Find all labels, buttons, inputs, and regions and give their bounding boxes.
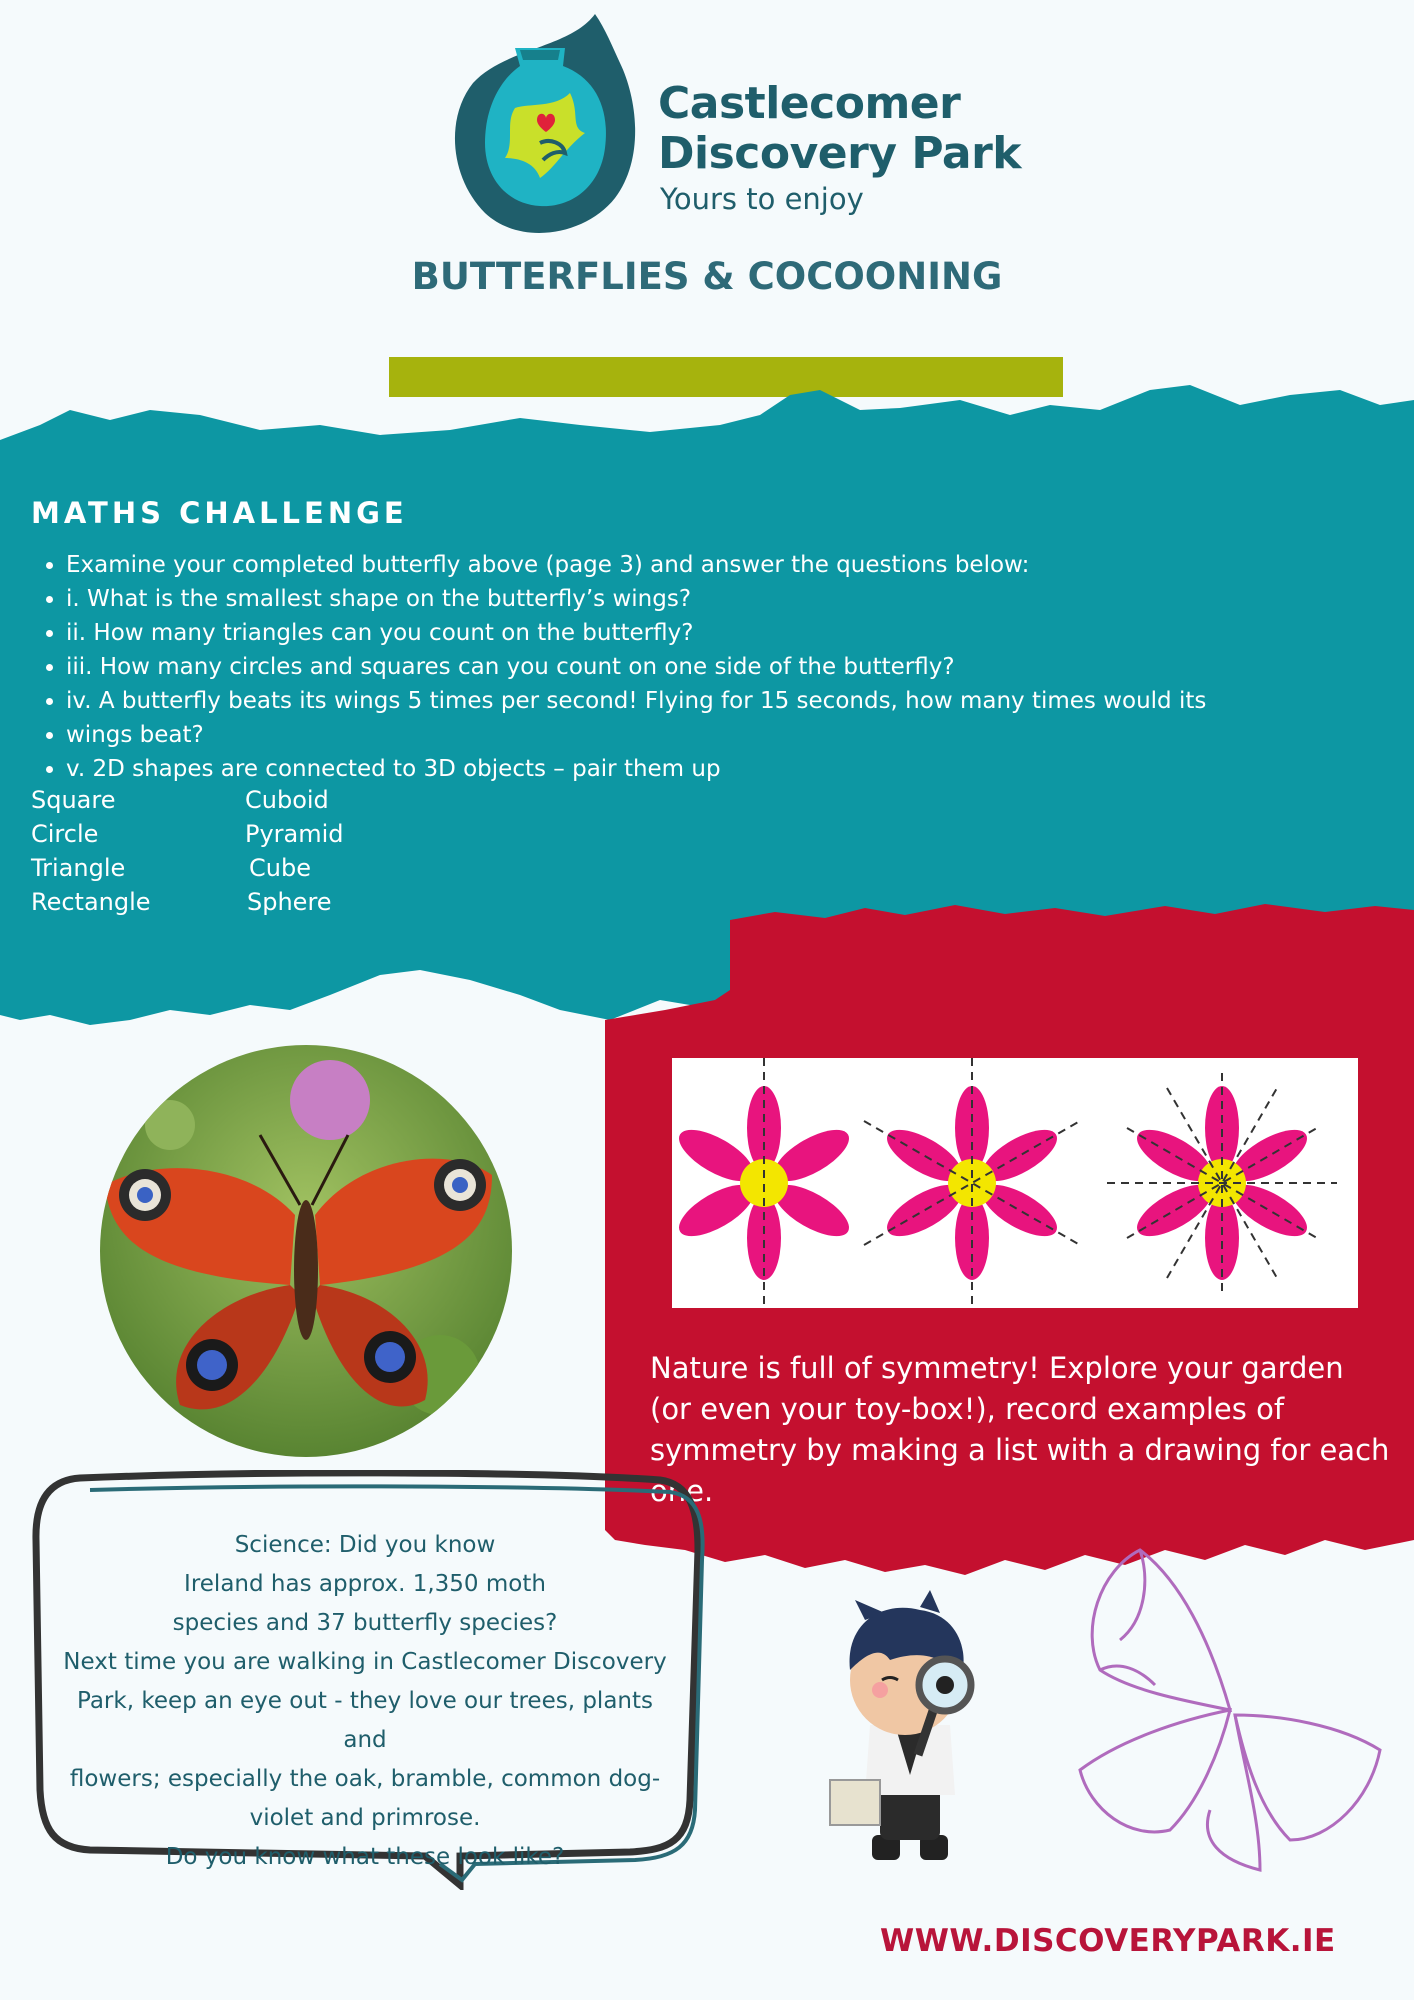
science-line: Park, keep an eye out - they love our trees, plants and [77,1688,653,1753]
science-line: Ireland has approx. 1,350 moth [184,1571,546,1597]
website-url-link[interactable]: WWW.DISCOVERYPARK.IE [880,1923,1336,1959]
science-line: Next time you are walking in Castlecomer Discovery [63,1649,667,1675]
symmetry-activity-text: Nature is full of symmetry! Explore your garden (or even your toy-box!), record examples of symmetry by making a list with a drawing for each one. [650,1351,1390,1508]
shape-2d: Triangle [31,854,126,882]
list-item: • wings beat? [66,718,1206,752]
list-item: • i. What is the smallest shape on the butterfly’s wings? [66,582,1206,616]
peacock-butterfly-image [100,1045,512,1457]
object-3d: Cube [249,854,311,882]
list-item: • v. 2D shapes are connected to 3D objects – pair them up [66,752,1206,786]
object-3d: Cuboid [245,786,329,814]
maths-questions-list [40,548,1206,786]
object-3d: Pyramid [245,820,344,848]
shape-2d: Rectangle [31,888,151,916]
object-3d: Sphere [247,888,332,916]
science-line: violet and primrose. [249,1805,481,1831]
brand-name-line1: Castlecomer [658,78,961,129]
explorer-kid-icon [810,1585,1010,1870]
brand-name-line2: Discovery Park [658,128,1022,179]
shape-pair-row [31,854,431,888]
shape-2d: Circle [31,820,99,848]
park-logo-icon [445,8,645,238]
symmetry-flowers-image [672,1058,1358,1308]
science-fact-text [55,1526,675,1877]
science-line: species and 37 butterfly species? [172,1610,558,1636]
list-item: • iii. How many circles and squares can you count on one side of the butterfly? [66,650,1206,684]
page-title: BUTTERFLIES & COCOONING [411,255,1003,298]
maths-challenge-heading: MATHS CHALLENGE [31,496,408,530]
brand-tagline: Yours to enjoy [660,182,864,216]
shape-pair-row [31,820,431,854]
shape-2d: Square [31,786,116,814]
shape-pair-row [31,888,431,922]
science-line: Science: Did you know [234,1532,496,1558]
science-line: Do you know what these look like? [165,1844,565,1870]
outline-butterfly-icon [1060,1540,1400,1880]
science-line: flowers; especially the oak, bramble, common dog- [69,1766,661,1792]
shape-pair-row [31,786,431,820]
list-item: • Examine your completed butterfly above (page 3) and answer the questions below: [66,548,1206,582]
list-item: • ii. How many triangles can you count on the butterfly? [66,616,1206,650]
list-item: • iv. A butterfly beats its wings 5 times per second! Flying for 15 seconds, how many times would its [66,684,1206,718]
